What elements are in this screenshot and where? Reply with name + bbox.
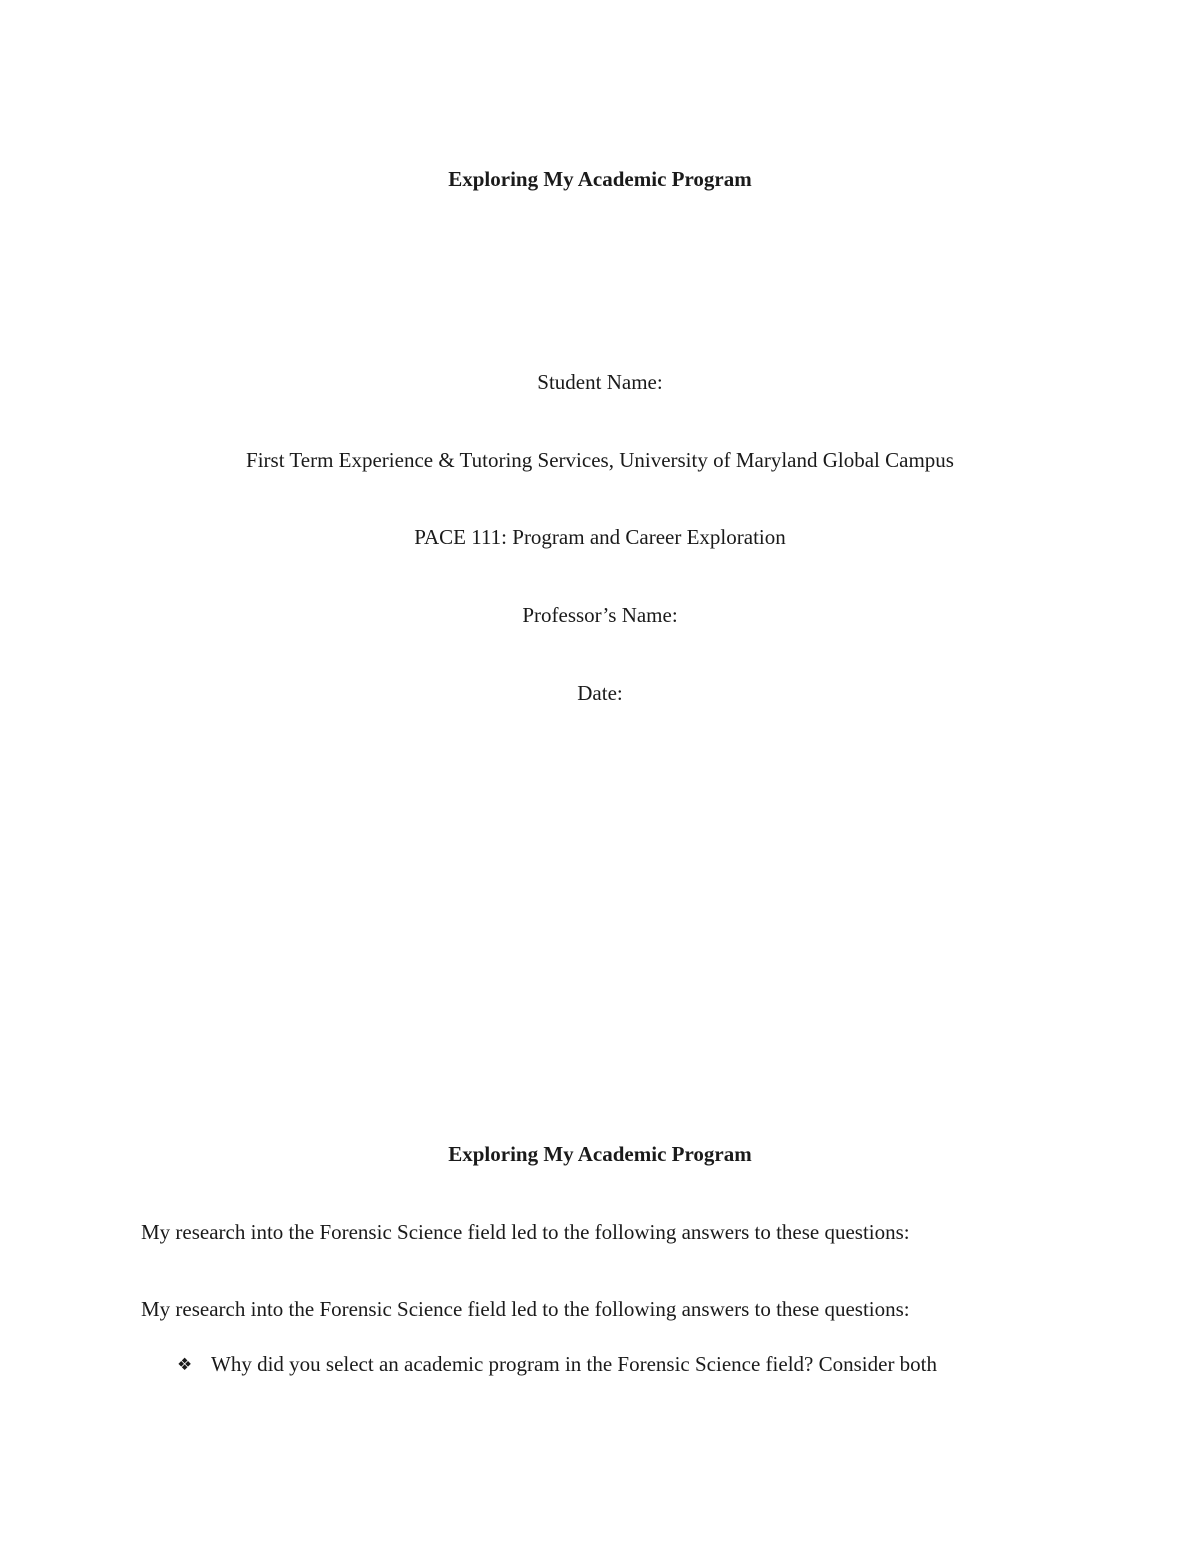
body-paragraph-repeat: My research into the Forensic Science field led to the following answers to these questions: xyxy=(141,1297,910,1321)
body-paragraph: My research into the Forensic Science field led to the following answers to these questions: xyxy=(141,1220,910,1244)
professor-name-label: Professor’s Name: xyxy=(522,603,678,627)
diamond-bullet-icon: ❖ xyxy=(177,1355,193,1375)
bullet-list-item xyxy=(177,1350,937,1379)
date-label: Date: xyxy=(577,681,623,705)
student-name-label: Student Name: xyxy=(537,370,663,394)
course-line: PACE 111: Program and Career Exploration xyxy=(414,525,786,549)
bullet-question-text: Why did you select an academic program in the Forensic Science field? Consider both xyxy=(211,1352,938,1376)
body-heading: Exploring My Academic Program xyxy=(448,1142,752,1166)
title-page-title: Exploring My Academic Program xyxy=(448,167,752,191)
institution-line: First Term Experience & Tutoring Services, University of Maryland Global Campus xyxy=(246,448,954,472)
